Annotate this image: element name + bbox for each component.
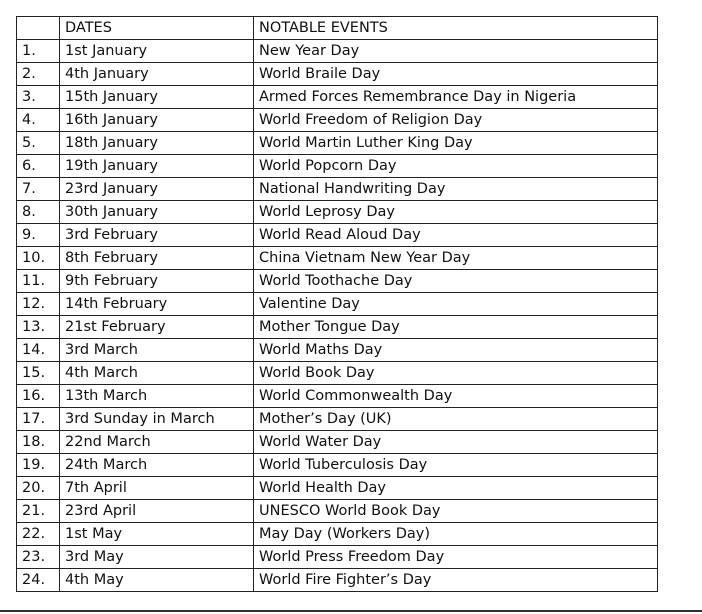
header-dates: DATES (60, 17, 254, 40)
table-row (17, 155, 658, 178)
row-date: 13th March (60, 385, 254, 408)
row-event: World Toothache Day (254, 270, 658, 293)
table-row (17, 477, 658, 500)
row-date: 9th February (60, 270, 254, 293)
table-row (17, 523, 658, 546)
row-event: World Water Day (254, 431, 658, 454)
row-number: 2. (17, 63, 60, 86)
table-row (17, 546, 658, 569)
row-date: 8th February (60, 247, 254, 270)
row-date: 4th May (60, 569, 254, 592)
row-date: 21st February (60, 316, 254, 339)
row-number: 12. (17, 293, 60, 316)
row-number: 21. (17, 500, 60, 523)
row-number: 14. (17, 339, 60, 362)
row-date: 23rd April (60, 500, 254, 523)
row-event: UNESCO World Book Day (254, 500, 658, 523)
page-bottom-edge (0, 610, 702, 612)
table-row (17, 201, 658, 224)
row-date: 14th February (60, 293, 254, 316)
table-row (17, 40, 658, 63)
table-row (17, 247, 658, 270)
row-event: Mother’s Day (UK) (254, 408, 658, 431)
row-number: 10. (17, 247, 60, 270)
table-row (17, 293, 658, 316)
row-event: World Popcorn Day (254, 155, 658, 178)
header-notable-events: NOTABLE EVENTS (254, 17, 658, 40)
row-date: 15th January (60, 86, 254, 109)
table-row (17, 270, 658, 293)
table-row (17, 431, 658, 454)
table-row (17, 86, 658, 109)
row-number: 22. (17, 523, 60, 546)
row-event: World Martin Luther King Day (254, 132, 658, 155)
row-date: 4th March (60, 362, 254, 385)
table-row (17, 132, 658, 155)
row-event: China Vietnam New Year Day (254, 247, 658, 270)
row-event: Mother Tongue Day (254, 316, 658, 339)
table-row (17, 178, 658, 201)
row-number: 20. (17, 477, 60, 500)
row-event: World Maths Day (254, 339, 658, 362)
row-date: 16th January (60, 109, 254, 132)
notable-events-table (16, 16, 658, 592)
table-row (17, 500, 658, 523)
row-event: National Handwriting Day (254, 178, 658, 201)
row-event: Valentine Day (254, 293, 658, 316)
row-event: World Health Day (254, 477, 658, 500)
row-number: 11. (17, 270, 60, 293)
row-date: 4th January (60, 63, 254, 86)
row-event: World Fire Fighter’s Day (254, 569, 658, 592)
row-number: 5. (17, 132, 60, 155)
row-event: New Year Day (254, 40, 658, 63)
row-number: 1. (17, 40, 60, 63)
row-event: World Freedom of Religion Day (254, 109, 658, 132)
table-row (17, 316, 658, 339)
row-number: 23. (17, 546, 60, 569)
row-event: May Day (Workers Day) (254, 523, 658, 546)
row-number: 16. (17, 385, 60, 408)
row-number: 19. (17, 454, 60, 477)
row-date: 30th January (60, 201, 254, 224)
row-date: 18th January (60, 132, 254, 155)
row-date: 22nd March (60, 431, 254, 454)
row-number: 4. (17, 109, 60, 132)
header-number (17, 17, 60, 40)
row-date: 3rd March (60, 339, 254, 362)
row-date: 3rd Sunday in March (60, 408, 254, 431)
row-date: 24th March (60, 454, 254, 477)
row-date: 7th April (60, 477, 254, 500)
row-number: 24. (17, 569, 60, 592)
row-number: 18. (17, 431, 60, 454)
row-event: World Tuberculosis Day (254, 454, 658, 477)
table-row (17, 362, 658, 385)
table-body (17, 40, 658, 592)
row-event: World Read Aloud Day (254, 224, 658, 247)
row-number: 6. (17, 155, 60, 178)
table-row (17, 385, 658, 408)
row-number: 17. (17, 408, 60, 431)
row-number: 13. (17, 316, 60, 339)
table-row (17, 454, 658, 477)
table-row (17, 569, 658, 592)
row-event: World Press Freedom Day (254, 546, 658, 569)
table-row (17, 224, 658, 247)
table-row (17, 63, 658, 86)
table-row (17, 109, 658, 132)
row-event: World Book Day (254, 362, 658, 385)
row-date: 1st May (60, 523, 254, 546)
row-date: 3rd May (60, 546, 254, 569)
row-date: 23rd January (60, 178, 254, 201)
row-number: 3. (17, 86, 60, 109)
row-event: Armed Forces Remembrance Day in Nigeria (254, 86, 658, 109)
table-row (17, 339, 658, 362)
row-event: World Leprosy Day (254, 201, 658, 224)
row-number: 9. (17, 224, 60, 247)
row-number: 15. (17, 362, 60, 385)
row-event: World Commonwealth Day (254, 385, 658, 408)
row-date: 1st January (60, 40, 254, 63)
table-row (17, 408, 658, 431)
row-date: 19th January (60, 155, 254, 178)
row-date: 3rd February (60, 224, 254, 247)
row-number: 7. (17, 178, 60, 201)
header-row (17, 17, 658, 40)
row-number: 8. (17, 201, 60, 224)
row-event: World Braile Day (254, 63, 658, 86)
